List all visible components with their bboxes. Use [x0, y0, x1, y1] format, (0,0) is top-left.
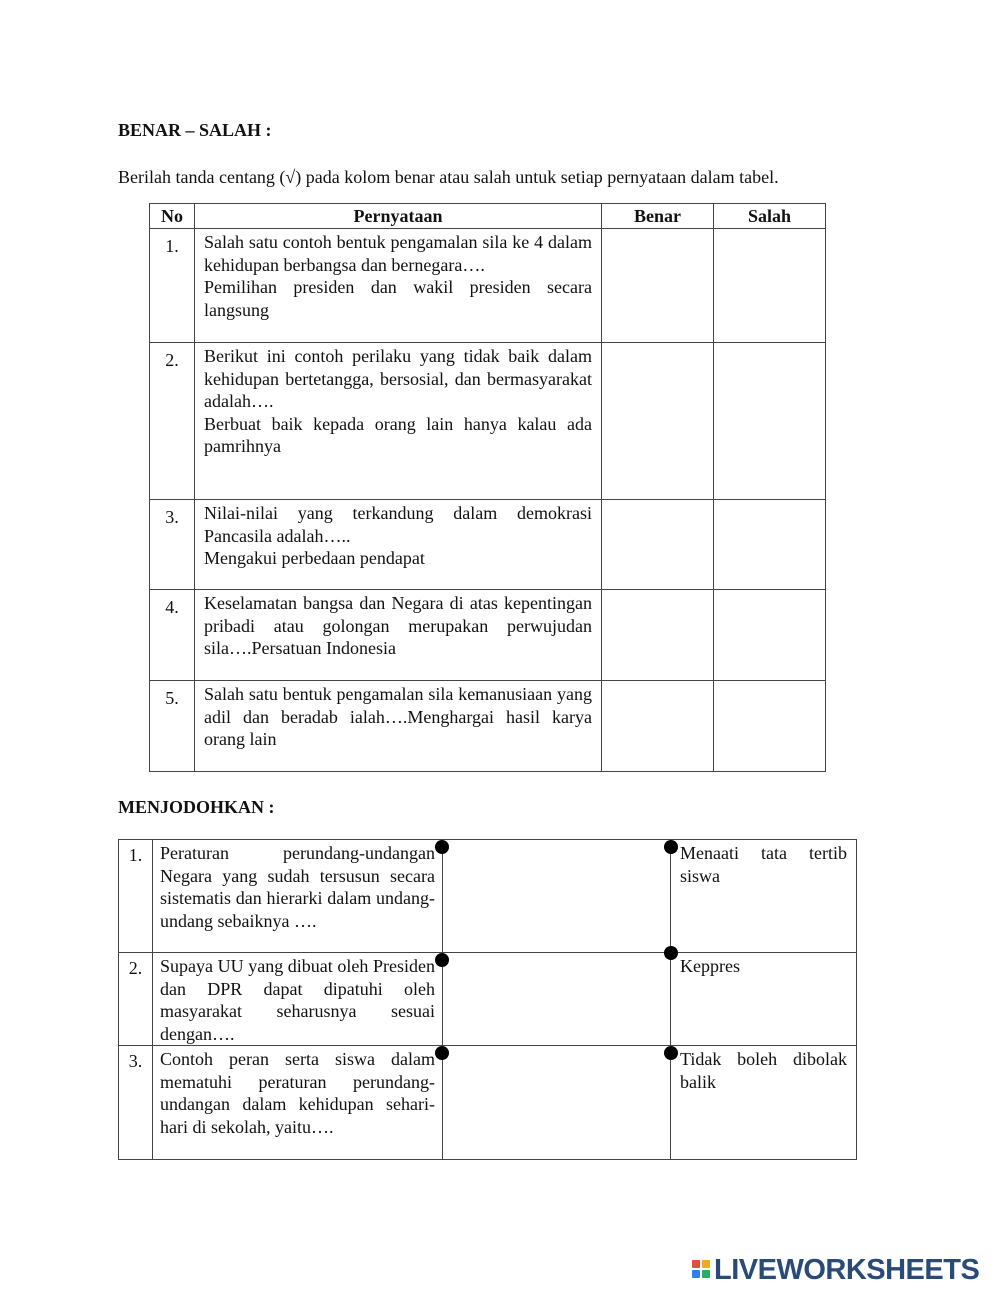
benar-checkbox[interactable]	[602, 343, 714, 500]
right-connector-dot[interactable]	[664, 1046, 678, 1060]
row-number: 4.	[150, 590, 195, 681]
table-row	[150, 500, 826, 590]
brand-logo	[692, 1254, 979, 1286]
row-number: 2.	[150, 343, 195, 500]
matching-answer: Menaati tata tertib siswa	[671, 840, 857, 953]
matching-table	[118, 839, 857, 1160]
table-row	[150, 681, 826, 772]
statement-answer: Berbuat baik kepada orang lain hanya kalau ada pamrihnya	[204, 413, 592, 456]
header-statement: Pernyataan	[195, 204, 602, 229]
statement-answer: Pemilihan presiden dan wakil presiden secara langsung	[204, 277, 592, 320]
benar-checkbox[interactable]	[602, 500, 714, 590]
statement-cell	[195, 590, 602, 681]
salah-checkbox[interactable]	[714, 500, 826, 590]
left-connector-dot[interactable]	[435, 953, 449, 967]
statement-answer: Mengakui perbedaan pendapat	[204, 548, 425, 568]
matching-line-area	[443, 953, 671, 1046]
matching-question: Contoh peran serta siswa dalam mematuhi peraturan perundang-undangan dalam kehidupan sehari-hari di sekolah, yaitu….	[153, 1046, 443, 1160]
benar-checkbox[interactable]	[602, 229, 714, 343]
statement-cell	[195, 229, 602, 343]
salah-checkbox[interactable]	[714, 343, 826, 500]
row-number: 1.	[119, 840, 153, 953]
statement-cell	[195, 500, 602, 590]
table-row	[150, 343, 826, 500]
section-title-benar-salah: BENAR – SALAH :	[118, 120, 272, 140]
row-number: 1.	[150, 229, 195, 343]
salah-checkbox[interactable]	[714, 229, 826, 343]
table-row	[150, 229, 826, 343]
benar-checkbox[interactable]	[602, 590, 714, 681]
salah-checkbox[interactable]	[714, 590, 826, 681]
section-title-menjodohkan: MENJODOHKAN :	[118, 797, 275, 817]
row-number: 3.	[119, 1046, 153, 1160]
matching-line-area	[443, 840, 671, 953]
statement-cell	[195, 343, 602, 500]
statement-question: Keselamatan bangsa dan Negara di atas kepentingan pribadi atau golongan merupakan perwujudan sila….Persatuan Indonesia	[204, 593, 592, 658]
table-row	[119, 953, 857, 1046]
true-false-table	[149, 203, 826, 772]
matching-line-area	[443, 1046, 671, 1160]
right-connector-dot[interactable]	[664, 946, 678, 960]
statement-question: Nilai-nilai yang terkandung dalam demokrasi Pancasila adalah…..	[204, 503, 592, 546]
matching-answer: Keppres	[671, 953, 857, 1046]
left-connector-dot[interactable]	[435, 1046, 449, 1060]
brand-name: LIVEWORKSHEETS	[714, 1253, 980, 1286]
row-number: 3.	[150, 500, 195, 590]
liveworksheets-logo-icon	[692, 1257, 712, 1283]
row-number: 2.	[119, 953, 153, 1046]
left-connector-dot[interactable]	[435, 840, 449, 854]
header-salah: Salah	[714, 204, 826, 229]
table-row	[119, 1046, 857, 1160]
matching-question: Peraturan perundang-undangan Negara yang sudah tersusun secara sistematis dan hierarki dalam undang-undang sebaiknya ….	[153, 840, 443, 953]
header-no: No	[150, 204, 195, 229]
salah-checkbox[interactable]	[714, 681, 826, 772]
matching-question: Supaya UU yang dibuat oleh Presiden dan DPR dapat dipatuhi oleh masyarakat seharusnya sesuai dengan….	[153, 953, 443, 1046]
statement-question: Berikut ini contoh perilaku yang tidak baik dalam kehidupan bertetangga, bersosial, dan bermasyarakat adalah….	[204, 346, 592, 411]
table-row	[150, 590, 826, 681]
statement-question: Salah satu bentuk pengamalan sila kemanusiaan yang adil dan beradab ialah….Menghargai hasil karya orang lain	[204, 684, 592, 749]
right-connector-dot[interactable]	[664, 840, 678, 854]
benar-checkbox[interactable]	[602, 681, 714, 772]
instruction-text: Berilah tanda centang (√) pada kolom benar atau salah untuk setiap pernyataan dalam tabel.	[118, 167, 779, 187]
table-row	[119, 840, 857, 953]
statement-cell	[195, 681, 602, 772]
header-benar: Benar	[602, 204, 714, 229]
row-number: 5.	[150, 681, 195, 772]
table-header-row	[150, 204, 826, 229]
statement-question: Salah satu contoh bentuk pengamalan sila ke 4 dalam kehidupan berbangsa dan bernegara….	[204, 232, 592, 275]
matching-answer: Tidak boleh dibolak balik	[671, 1046, 857, 1160]
